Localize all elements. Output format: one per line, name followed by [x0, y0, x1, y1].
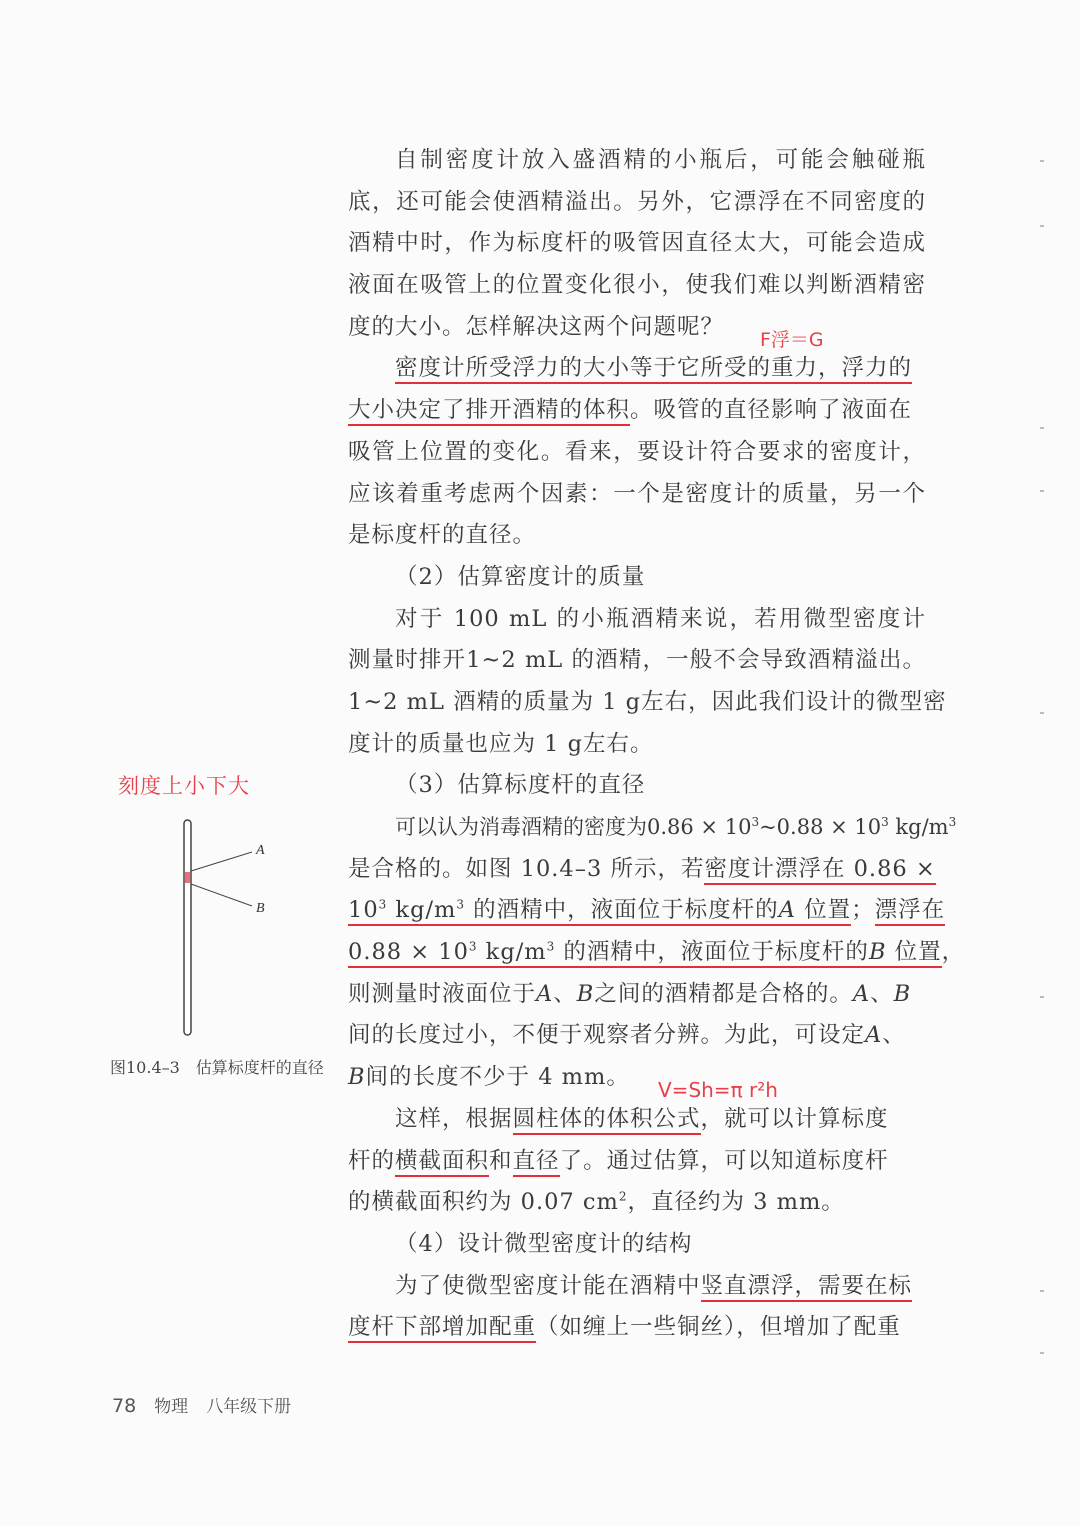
p2-line-3: 吸管上位置的变化。看来，要设计符合要求的密度计， [348, 438, 926, 465]
figure-caption: 图10.4–3 估算标度杆的直径 [110, 1058, 324, 1077]
p4-line-6 [348, 1015, 926, 1057]
p2-line-4: 应该着重考虑两个因素：一个是密度计的质量，另一个 [348, 480, 926, 507]
p4-l1-a: 可以认为消毒酒精的密度为0.86 × 10 [395, 815, 752, 839]
p4-l7-a: 间的长度不少于 4 mm。 [365, 1064, 630, 1091]
p6-l2-b: （如缠上一些铜丝），但增加了配重 [536, 1314, 901, 1341]
scan-mark [1040, 427, 1044, 429]
scale-rod-diagram [110, 805, 350, 1045]
scan-mark [1040, 1290, 1044, 1292]
underline-position-B [348, 939, 942, 968]
leader-line-A [191, 852, 252, 871]
figure-scale-rod [110, 805, 350, 1095]
underline-diameter: 直径 [513, 1148, 560, 1177]
section-3-heading: （3）估算标度杆的直径 [395, 772, 646, 799]
scale-rod [184, 820, 191, 1035]
p4-l5-d: 、 [870, 980, 894, 1007]
p1-line-3: 酒精中时，作为标度杆的吸管因直径太大，可能会造成 [348, 230, 926, 257]
var-B: B [576, 980, 595, 1007]
p1-line-5: 度的大小。怎样解决这两个问题呢？ [348, 313, 725, 340]
scan-mark [1040, 225, 1044, 227]
p4-l4-e: 位置 [886, 939, 942, 966]
scan-mark [1040, 1352, 1044, 1354]
p1-line-1: 自制密度计放入盛酒精的小瓶后，可能会触碰瓶 [395, 147, 926, 173]
p4-line-3 [348, 890, 946, 932]
sup: 2 [618, 1189, 628, 1204]
underline-position-A [348, 897, 851, 926]
p4-line-4 [348, 932, 966, 974]
p4-l3-c: 的酒精中，液面位于标度杆的 [465, 897, 779, 924]
p4-l6-a: 间的长度过小，不便于观察者分辨。为此，可设定 [348, 1022, 866, 1049]
rod-marked-interval [185, 872, 190, 883]
var-A: A [865, 1022, 883, 1049]
section-2-heading: （2）估算密度计的质量 [395, 563, 646, 590]
p5-l2-b: 和 [489, 1147, 513, 1174]
p4-line-7 [348, 1057, 926, 1099]
sup: 3 [881, 815, 889, 829]
p2-line-2 [348, 390, 926, 432]
var-A: A [536, 980, 554, 1007]
underline-displaced-volume: 大小决定了排开酒精的体积 [348, 397, 630, 426]
underline-cross-section: 横截面积 [395, 1148, 489, 1177]
sup: 3 [546, 939, 556, 954]
var-A: A [852, 980, 871, 1007]
underline-float-086: 密度计漂浮在 0.86 × [704, 856, 935, 885]
p5-line-3 [348, 1182, 926, 1224]
sup: 3 [948, 815, 957, 829]
page-footer [112, 1392, 291, 1417]
grade-volume: 八年级下册 [206, 1397, 292, 1417]
underline-cylinder-volume: 圆柱体的体积公式 [513, 1106, 701, 1135]
underline-vertical-float: 竖直漂浮，需要在标 [701, 1273, 913, 1302]
p5-l3-a: 的横截面积约为 0.07 cm [348, 1189, 619, 1216]
p4-l1-b: ~0.88 × 10 [759, 815, 882, 839]
scan-mark [1040, 996, 1044, 998]
p4-l3-mid: ； [851, 897, 875, 924]
p4-l5-c: 之间的酒精都是合格的。 [594, 980, 853, 1007]
p5-l1-a: 这样，根据 [395, 1105, 513, 1132]
sup: 3 [751, 815, 760, 829]
scan-mark [1040, 160, 1044, 162]
p4-l1-c: kg/m [888, 815, 949, 839]
p2-line-1 [348, 348, 926, 390]
p4-line-1 [348, 807, 957, 849]
p3-line-4: 度计的质量也应为 1 g左右。 [348, 730, 654, 757]
p4-l5-b: 、 [553, 980, 577, 1007]
p5-l3-b: ，直径约为 3 mm。 [627, 1189, 845, 1216]
section-4-heading: （4）设计微型密度计的结构 [395, 1230, 693, 1257]
p3-line-3: 1~2 mL 酒精的质量为 1 g左右，因此我们设计的微型密 [348, 688, 947, 715]
p5-l2-a: 杆的 [348, 1147, 396, 1174]
p4-l4-end: ， [941, 939, 966, 966]
p5-l2-c: 了。通过估算，可以知道标度杆 [559, 1147, 889, 1174]
p5-line-1 [348, 1099, 926, 1141]
var-B: B [893, 980, 912, 1007]
p4-l5-a: 则测量时液面位于 [348, 980, 537, 1007]
p2-line-2-rest: 。吸管的直径影响了液面在 [630, 397, 913, 424]
var-B: B [348, 1064, 366, 1091]
p4-line-5 [348, 974, 926, 1016]
sup: 3 [378, 897, 388, 912]
underline-buoyancy-statement: 密度计所受浮力的大小等于它所受的重力，浮力的 [395, 355, 912, 384]
scan-mark [1040, 490, 1044, 492]
figure-label-A: A [256, 843, 265, 858]
p4-l3-a: 10 [348, 897, 379, 924]
p6-line-2 [348, 1307, 926, 1349]
p4-l4-c: 的酒精中，液面位于标度杆的 [555, 939, 869, 966]
p4-l2-a: 是合格的。如图 10.4–3 所示，若 [348, 855, 705, 882]
var-B: B [868, 939, 887, 966]
scan-mark [1040, 712, 1044, 714]
p1-line-2: 底，还可能会使酒精溢出。另外，它漂浮在不同密度的 [348, 188, 926, 215]
sup: 3 [468, 939, 478, 954]
p6-l1-a: 为了使微型密度计能在酒精中 [395, 1272, 701, 1299]
var-A: A [778, 897, 796, 924]
p5-l1-b: ，就可以计算标度 [700, 1105, 889, 1132]
p5-line-2 [348, 1141, 926, 1183]
p4-l4-b: kg/m [477, 939, 547, 966]
underline-float-088: 漂浮在 [875, 897, 946, 926]
annotation-buoyancy-equals-gravity: F浮＝G [760, 329, 824, 351]
sup: 3 [456, 897, 466, 912]
p3-line-2: 测量时排开1~2 mL 的酒精，一般不会导致酒精溢出。 [348, 647, 926, 674]
leader-line-B [191, 884, 252, 906]
p4-l4-a: 0.88 × 10 [348, 939, 469, 966]
annotation-scale-small-top-large-bottom: 刻度上小下大 [118, 774, 250, 798]
p4-line-2 [348, 849, 936, 891]
p3-line-1: 对于 100 mL 的小瓶酒精来说，若用微型密度计 [395, 605, 926, 632]
p2-line-5: 是标度杆的直径。 [348, 522, 537, 549]
p1-line-4: 液面在吸管上的位置变化很小，使我们难以判断酒精密 [348, 272, 926, 299]
p4-l6-b: 、 [882, 1022, 906, 1049]
main-text-column [348, 140, 966, 1349]
subject-name: 物理 [154, 1397, 189, 1417]
underline-add-weight: 度杆下部增加配重 [348, 1314, 536, 1343]
p4-l3-e: 位置 [795, 897, 852, 924]
page-number: 78 [112, 1395, 137, 1417]
annotation-volume-formula: V=Sh=π r²h [658, 1078, 778, 1102]
figure-label-B: B [256, 901, 265, 916]
p4-l3-b: kg/m [387, 897, 457, 924]
p6-line-1 [348, 1266, 926, 1308]
